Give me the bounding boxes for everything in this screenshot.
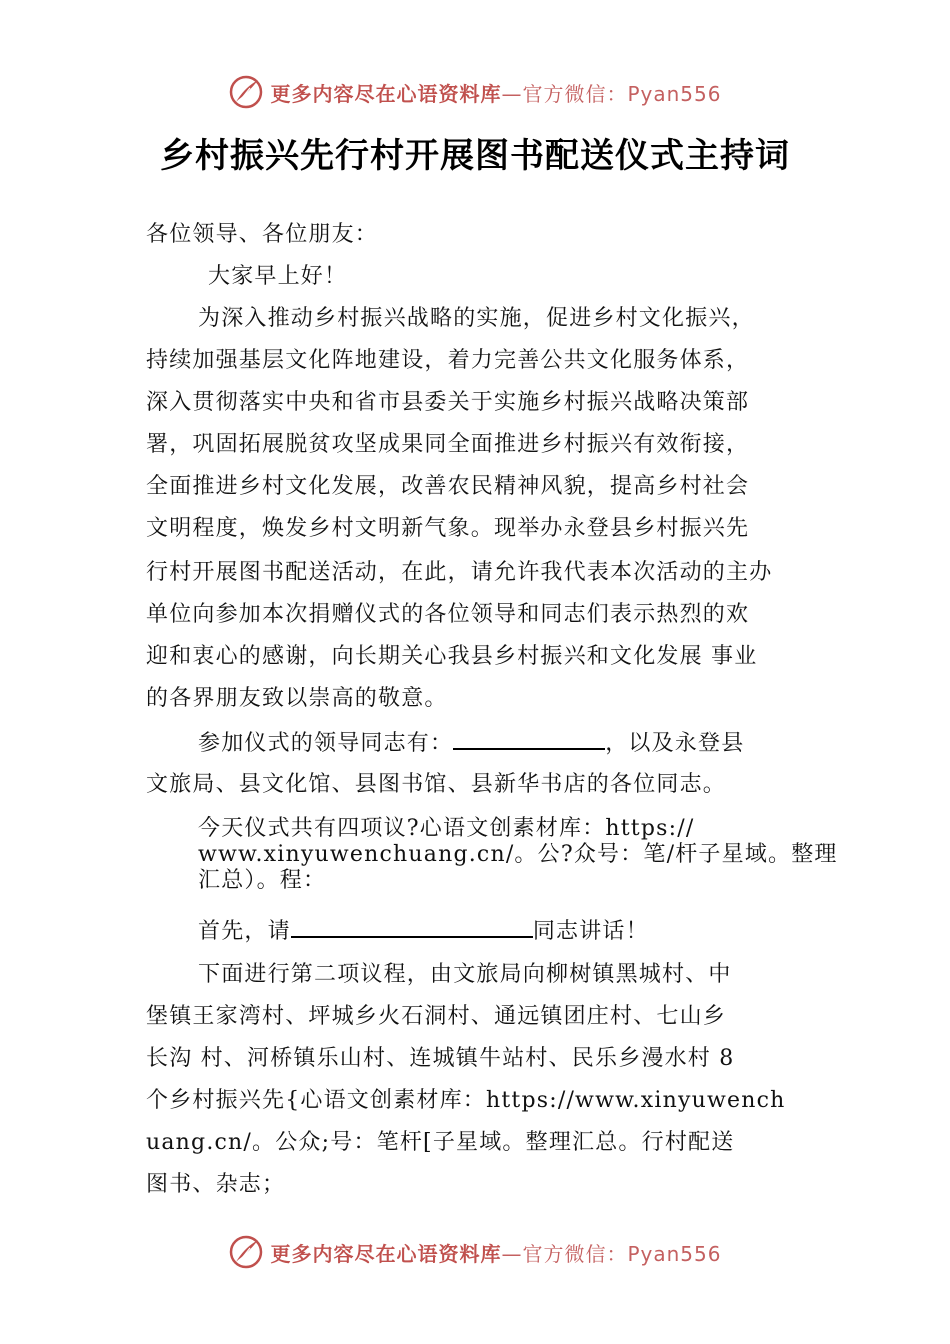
agenda-note-line: 今天仪式共有四项议?心语文创素材库：https:// (198, 816, 695, 841)
attendees-line (198, 722, 838, 764)
second-line: uang.cn/。公众;号：笔杆[子星域。整理汇总。行村配送 (146, 1130, 735, 1155)
intro-line: 单位向参加本次捐赠仪式的各位领导和同志们表示热烈的欢 (146, 602, 750, 627)
second-line: 图书、杂志； (146, 1172, 286, 1197)
intro-line: 行村开展图书配送活动，在此，请允许我代表本次活动的主办 (146, 560, 773, 585)
intro-line: 为深入推动乡村振兴战略的实施，促进乡村文化振兴， (198, 306, 755, 331)
attendees-prefix: 参加仪式的领导同志有： (198, 731, 454, 756)
banner-promo: 更多内容尽在心语资料库 (270, 1241, 502, 1266)
attendees-blank (453, 722, 605, 750)
speaker-blank (291, 910, 533, 938)
agenda-note-line: 汇总）。程： (198, 868, 327, 893)
intro-line: 全面推进乡村文化发展，改善农民精神风貌，提高乡村社会 (146, 474, 750, 499)
header-banner (0, 72, 950, 112)
intro-line: 深入贯彻落实中央和省市县委关于实施乡村振兴战略决策部 (146, 390, 750, 415)
salutation: 各位领导、各位朋友： (146, 222, 379, 247)
second-line: 长沟 村、河桥镇乐山村、连城镇牛站村、民乐乡漫水村 8 (146, 1046, 735, 1071)
banner-wechat: —官方微信：Pyan556 (501, 1241, 722, 1266)
agenda-note-line: www.xinyuwenchuang.cn/。公?众号：笔/杆子星域。整理 (198, 842, 838, 867)
banner-wechat: —官方微信：Pyan556 (501, 81, 722, 106)
intro-line: 的各界朋友致以崇高的敬意。 (146, 686, 448, 711)
intro-line: 迎和衷心的感谢，向长期关心我县乡村振兴和文化发展 事业 (146, 644, 758, 669)
attendees-suffix: ，以及永登县 (605, 731, 745, 756)
banner-text (270, 78, 721, 107)
greeting: 大家早上好！ (208, 264, 348, 289)
feather-pen-logo-icon (228, 74, 264, 110)
second-line: 个乡村振兴先{心语文创素材库：https://www.xinyuwench (146, 1088, 786, 1113)
footer-banner (0, 1232, 950, 1272)
feather-pen-logo-icon (228, 1234, 264, 1270)
document-title: 乡村振兴先行村开展图书配送仪式主持词 (160, 136, 790, 176)
second-line: 下面进行第二项议程，由文旅局向柳树镇黑城村、中 (198, 962, 732, 987)
first-prefix: 首先，请 (198, 919, 291, 944)
first-item-line (198, 910, 838, 952)
second-line: 堡镇王家湾村、坪城乡火石洞村、通远镇团庄村、七山乡 (146, 1004, 727, 1029)
banner-text (270, 1238, 721, 1267)
intro-line: 署，巩固拓展脱贫攻坚成果同全面推进乡村振兴有效衔接， (146, 432, 750, 457)
attendees-line2: 文旅局、县文化馆、县图书馆、县新华书店的各位同志。 (146, 772, 727, 797)
intro-line: 文明程度，焕发乡村文明新气象。现举办永登县乡村振兴先 (146, 516, 750, 541)
banner-promo: 更多内容尽在心语资料库 (270, 81, 502, 106)
first-suffix: 同志讲话！ (532, 919, 649, 944)
intro-line: 持续加强基层文化阵地建设，着力完善公共文化服务体系， (146, 348, 750, 373)
